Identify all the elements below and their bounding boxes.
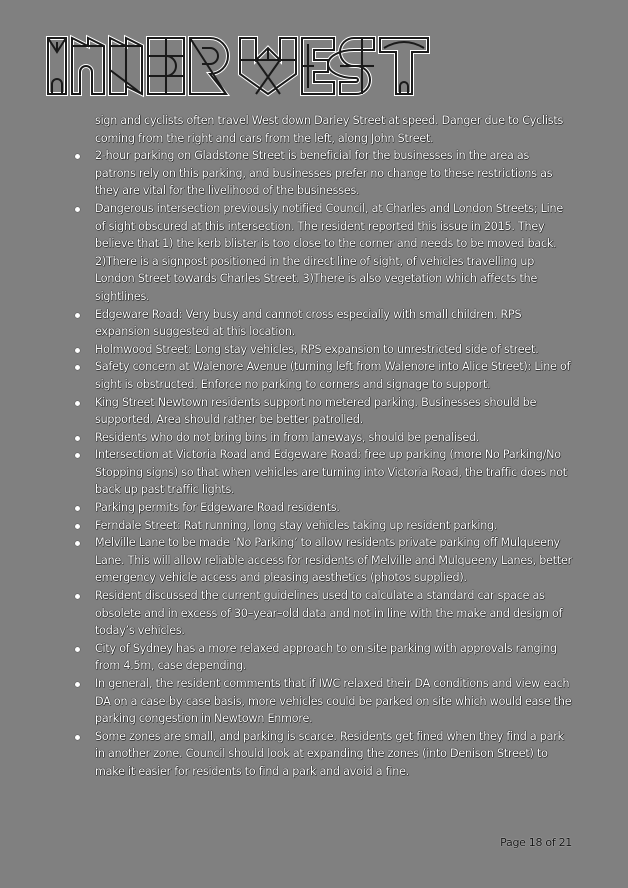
list-item-text: City of Sydney has a more relaxed approach to on-site parking with approvals ranging from 4.5m, case depending.: [95, 641, 557, 673]
list-item: [72, 534, 572, 587]
list-item-text: Melville Lane to be made ‘No Parking’ to allow residents private parking off Mulqueeny Lane. This will allow reliable access for residents of Melville and Mulqueeny Lanes, better emergency vehicle access and pleasing aesthetics (photos supplied).: [95, 536, 572, 585]
bullet-icon: [75, 735, 80, 740]
list-item: [72, 394, 572, 429]
list-item-text: King Street Newtown residents support no metered parking. Businesses should be supported. Area should rather be better patrolled.: [95, 395, 537, 427]
bullet-icon: [75, 541, 80, 546]
bullet-icon: [75, 365, 80, 370]
bullet-icon: [75, 207, 80, 212]
bullet-icon: [75, 154, 80, 159]
list-item-text: Residents who do not bring bins in from laneways, should be penalised.: [95, 430, 480, 444]
document-body: [72, 112, 572, 781]
bullet-icon: [75, 594, 80, 599]
bullet-icon: [75, 401, 80, 406]
list-item: [72, 306, 572, 341]
list-item: [72, 640, 572, 675]
list-item-text: Some zones are small, and parking is scarce. Residents get fined when they find a park in another zone. Council should look at expanding the zones (into Denison Street) to make it easier for residents to find a park and avoid a fine.: [95, 729, 564, 778]
page-number: Page 18 of 21: [500, 836, 572, 849]
list-item-text: Holmwood Street: Long stay vehicles, RPS expansion to unrestricted side of street.: [95, 342, 539, 356]
list-item-text: Safety concern at Walenore Avenue (turning left from Walenore into Alice Street): Line of sight is obstructed. Enforce no parking to corners and signage to support.: [95, 360, 571, 391]
list-item-text: Resident discussed the current guidelines used to calculate a standard car space as obsolete and in excess of 30–year–old data and not in line with the make and design of today’s vehicles.: [95, 589, 563, 638]
list-item: [72, 587, 572, 640]
bullet-list: [72, 147, 572, 780]
list-item: [72, 147, 572, 200]
list-item-text: Edgeware Road: Very busy and cannot cross especially with small children. RPS expansion suggested at this location.: [95, 307, 522, 339]
bullet-icon: [75, 436, 80, 441]
list-item: [72, 499, 572, 517]
list-item-text: Dangerous intersection previously notified Council, at Charles and London Streets; Line of sight obscured at this intersection. The resident reported this issue in 2015. They believe that 1) the kerb blister is too close to the corner and needs to be moved back. 2)There is a signpost positioned in the direct line of sight, of vehicles travelling up London Street towards Charles Street. 3)There is also vegetation which affects the sightlines.: [95, 201, 563, 303]
bullet-icon: [75, 524, 80, 529]
list-item: [72, 341, 572, 359]
bullet-icon: [75, 348, 80, 353]
inner-west-logo: [44, 34, 534, 98]
list-item: [72, 675, 572, 728]
list-item-text: Parking permits for Edgeware Road residents.: [95, 501, 340, 515]
list-item-text: 2-hour parking on Gladstone Street is beneficial for the businesses in the area as patrons rely on this parking, and businesses prefer no change to these restrictions as they are vital for the livelihood of the businesses.: [95, 149, 553, 198]
bullet-icon: [75, 647, 80, 652]
list-item: [72, 517, 572, 535]
list-item: [72, 728, 572, 781]
bullet-icon: [75, 682, 80, 687]
list-item: [72, 200, 572, 306]
bullet-icon: [75, 313, 80, 318]
logo-icon: [44, 34, 534, 98]
list-item-text: In general, the resident comments that if IWC relaxed their DA conditions and view each DA on a case-by-case basis, more vehicles could be parked on site which would ease the parking congestion in Newtown Enmore.: [95, 677, 572, 726]
list-item: [72, 358, 572, 393]
list-item-text: Intersection at Victoria Road and Edgeware Road: free up parking (more No Parking/No Stopping signs) so that when vehicles are turning into Victoria Road, the traffic does not back up past traffic lights.: [95, 448, 567, 497]
continuation-paragraph: sign and cyclists often travel West down Darley Street at speed. Danger due to Cyclists coming from the right and cars from the left, along John Street.: [95, 114, 564, 145]
list-item: [72, 429, 572, 447]
list-item-text: Ferndale Street: Rat running, long stay vehicles taking up resident parking.: [95, 518, 498, 532]
list-item: [72, 446, 572, 499]
bullet-icon: [75, 453, 80, 458]
bullet-icon: [75, 506, 80, 511]
